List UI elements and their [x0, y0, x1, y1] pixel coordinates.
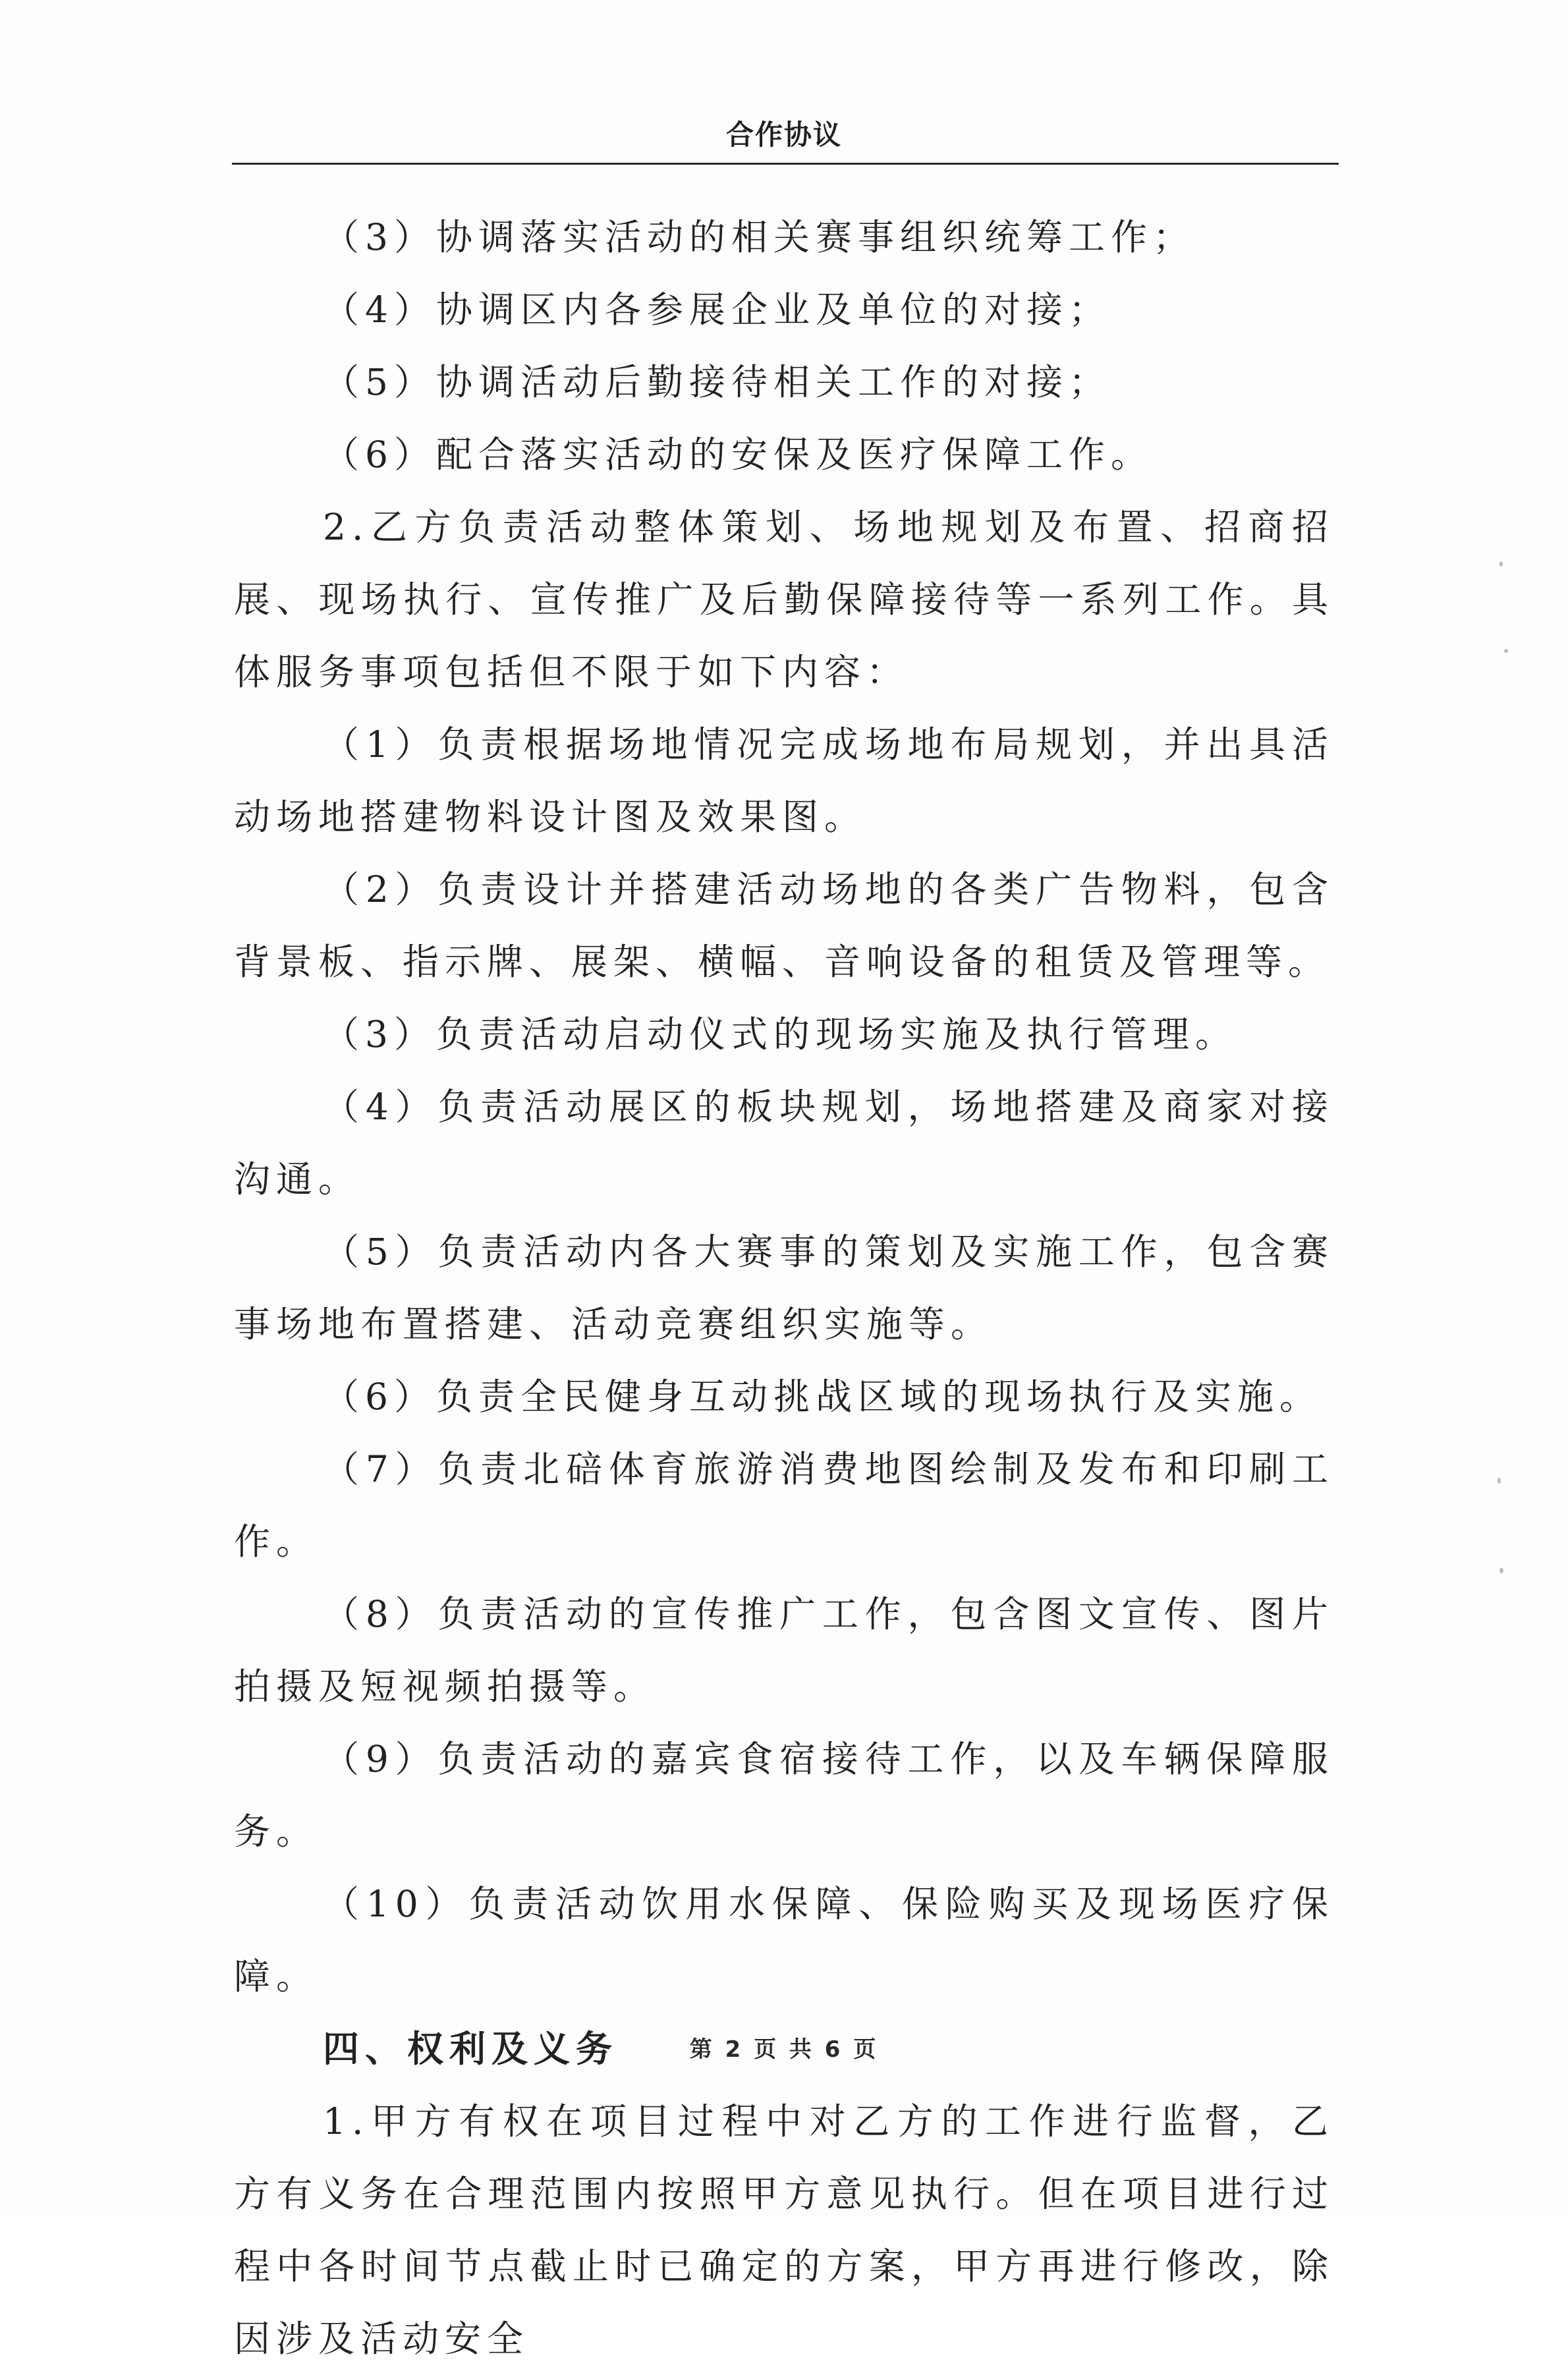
section-heading-rights: 四、权利及义务 [323, 2027, 619, 2070]
scan-speck [1504, 649, 1508, 653]
paragraph-item-5: （5）协调活动后勤接待相关工作的对接； [323, 361, 1111, 403]
paragraph-rights-1: 1.甲方有权在项目过程中对乙方的工作进行监督，乙方有义务在合理范围内按照甲方意见执行。但在项目进行过程中各时间节点截止时已确定的方案，甲方再进行修改，除因涉及活动安全 [234, 2100, 1334, 2360]
header-divider [232, 163, 1339, 165]
paragraph-b-item-8: （8）负责活动的宣传推广工作，包含图文宣传、图片拍摄及短视频拍摄等。 [234, 1593, 1334, 1708]
paragraph-item-6: （6）配合落实活动的安保及医疗保障工作。 [323, 433, 1153, 476]
paragraph-b-item-9: （9）负责活动的嘉宾食宿接待工作，以及车辆保障服务。 [234, 1738, 1334, 1853]
page-number: 第 2 页 共 6 页 [689, 2036, 879, 2063]
scan-speck [1499, 561, 1503, 567]
paragraph-b-item-7: （7）负责北碚体育旅游消费地图绘制及发布和印刷工作。 [234, 1448, 1334, 1563]
paragraph-b-item-5: （5）负责活动内各大赛事的策划及实施工作，包含赛事场地布置搭建、活动竞赛组织实施等。 [234, 1231, 1334, 1345]
paragraph-b-item-2: （2）负责设计并搭建活动场地的各类广告物料，包含背景板、指示牌、展架、横幅、音响设备的租赁及管理等。 [234, 868, 1334, 983]
paragraph-b-item-10: （10）负责活动饮用水保障、保险购买及现场医疗保障。 [234, 1883, 1334, 1998]
paragraph-b-item-4: （4）负责活动展区的板块规划，场地搭建及商家对接沟通。 [234, 1086, 1334, 1200]
paragraph-item-3: （3）协调落实活动的相关赛事组织统筹工作； [323, 216, 1195, 258]
paragraph-b-item-3: （3）负责活动启动仪式的现场实施及执行管理。 [323, 1013, 1237, 1055]
paragraph-b-item-6: （6）负责全民健身互动挑战区域的现场执行及实施。 [323, 1376, 1322, 1418]
scan-speck [1499, 1568, 1503, 1573]
scan-speck [1498, 1478, 1501, 1484]
paragraph-b-item-1: （1）负责根据场地情况完成场地布局规划，并出具活动场地搭建物料设计图及效果图。 [234, 723, 1334, 838]
page-header-title: 合作协议 [725, 119, 842, 151]
paragraph-item-4: （4）协调区内各参展企业及单位的对接； [323, 289, 1111, 331]
paragraph-party-b-duties: 2.乙方负责活动整体策划、场地规划及布置、招商招展、现场执行、宣传推广及后勤保障接待等一系列工作。具体服务事项包括但不限于如下内容： [234, 506, 1334, 693]
